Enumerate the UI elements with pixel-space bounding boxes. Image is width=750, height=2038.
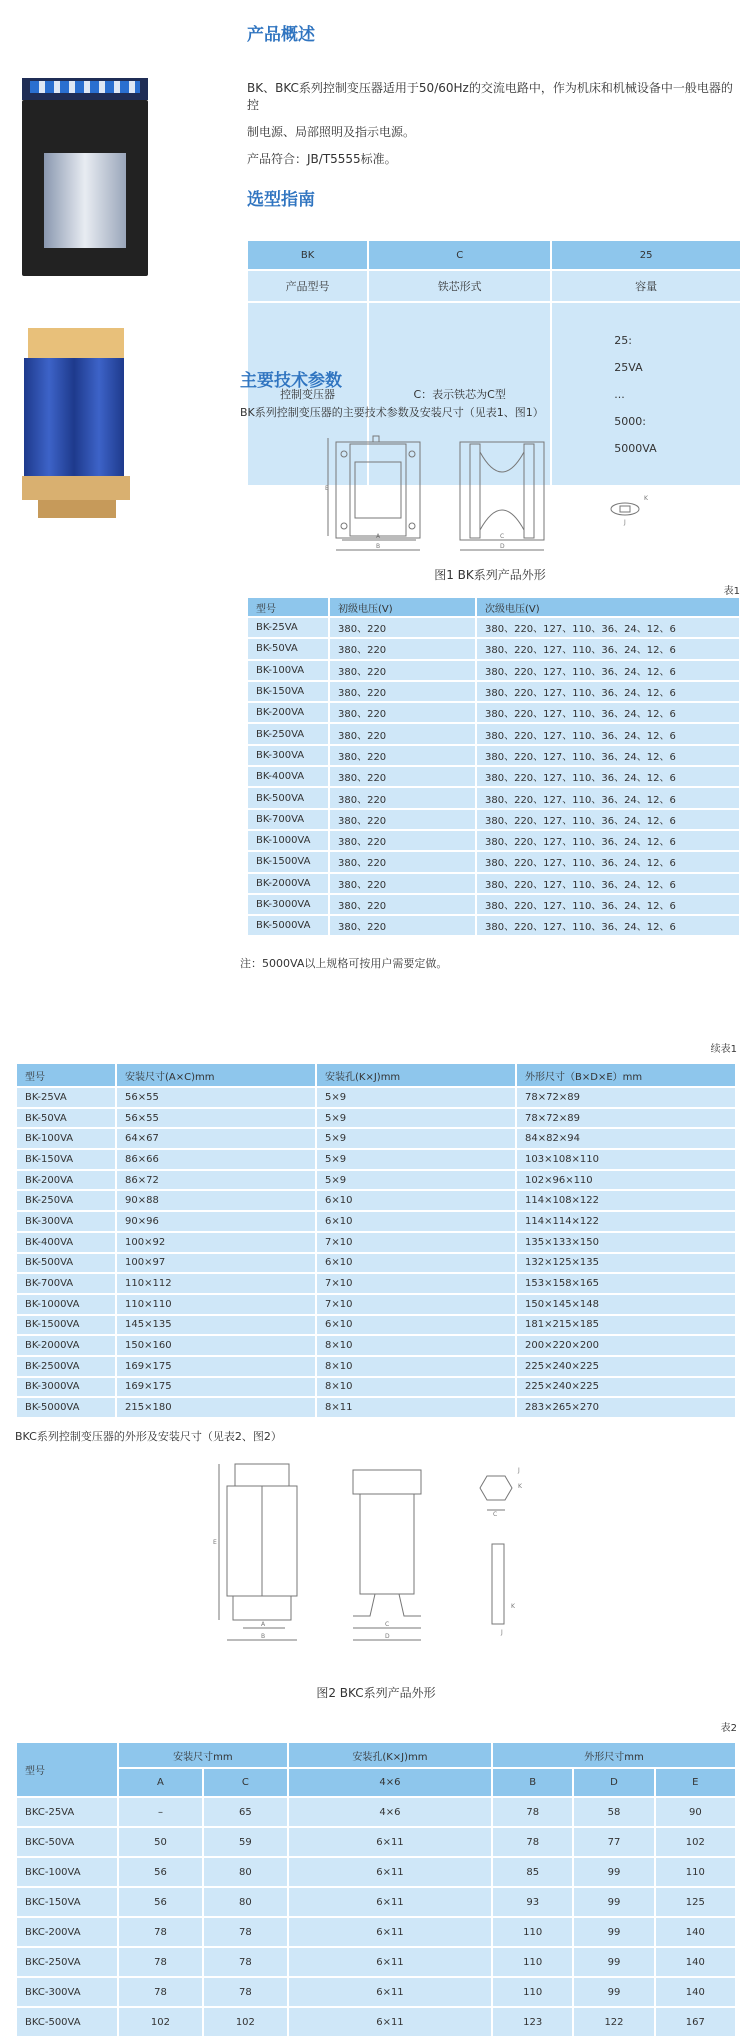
table-cell: BK-1500VA — [247, 851, 329, 872]
table-cell: BK-25VA — [16, 1087, 116, 1108]
table-cell: 114×108×122 — [516, 1190, 736, 1211]
table-cell: 102×96×110 — [516, 1170, 736, 1191]
table-cell: 58 — [573, 1797, 654, 1827]
table-row — [16, 1377, 736, 1398]
table-cell: 6×11 — [288, 1947, 492, 1977]
table-cell: BK-300VA — [16, 1211, 116, 1232]
table-cell: BK-300VA — [247, 745, 329, 766]
table-cell: 110 — [492, 1977, 573, 2007]
table-cell: 6×10 — [316, 1211, 516, 1232]
table-row — [16, 1087, 736, 1108]
table-cell: 78 — [492, 1827, 573, 1857]
table-cell: 8×10 — [316, 1356, 516, 1377]
table-row — [16, 1947, 736, 1977]
table-cell: 380、220 — [329, 745, 476, 766]
cell: 铁芯形式 — [368, 270, 551, 302]
table-cell: 200×220×200 — [516, 1335, 736, 1356]
table-cell: 6×11 — [288, 1977, 492, 2007]
table-cell: 150×160 — [116, 1335, 316, 1356]
table-cell: 99 — [573, 1977, 654, 2007]
table-cell: 169×175 — [116, 1377, 316, 1398]
table-cell: 225×240×225 — [516, 1356, 736, 1377]
table-cell: 80 — [203, 1887, 288, 1917]
table-cell: 110×112 — [116, 1273, 316, 1294]
table-row — [247, 617, 740, 638]
table-cell: 380、220、127、110、36、24、12、6 — [476, 766, 740, 787]
table-cell: 5×9 — [316, 1170, 516, 1191]
table-row — [16, 1887, 736, 1917]
table-cell: 380、220 — [329, 617, 476, 638]
product-photo-bk — [22, 78, 148, 276]
product-photo-bkc — [20, 328, 132, 518]
fig1-label-j: J — [624, 519, 626, 526]
table-1-note: 注：5000VA以上规格可按用户需要定做。 — [240, 957, 448, 970]
table-cell: 4×6 — [288, 1797, 492, 1827]
table-cell: 56×55 — [116, 1108, 316, 1129]
column-subheader: A — [118, 1768, 203, 1797]
table-cell: 380、220 — [329, 787, 476, 808]
table-cell: 78 — [203, 1917, 288, 1947]
cell: 产品型号 — [247, 270, 368, 302]
bkc-subtitle: BKC系列控制变压器的外形及安装尺寸（见表2、图2） — [15, 1430, 282, 1443]
table-cell: 6×10 — [316, 1190, 516, 1211]
table-row — [16, 1797, 736, 1827]
table-cell: BK-250VA — [247, 723, 329, 744]
table-cell: BK-5000VA — [16, 1397, 116, 1418]
column-header: 型号 — [247, 597, 329, 617]
table-cell: 110×110 — [116, 1294, 316, 1315]
table-cell: 225×240×225 — [516, 1377, 736, 1398]
table-1 — [246, 596, 741, 937]
figure-1-caption: 图1 BK系列产品外形 — [434, 568, 546, 582]
cell: C — [368, 240, 551, 270]
table-cell: 56 — [118, 1887, 203, 1917]
table-cell: 380、220、127、110、36、24、12、6 — [476, 830, 740, 851]
table-cell: 93 — [492, 1887, 573, 1917]
table-cell: 145×135 — [116, 1315, 316, 1336]
fig2-label-a: A — [261, 1621, 266, 1628]
table-cell: BK-100VA — [247, 660, 329, 681]
table-cell: 103×108×110 — [516, 1149, 736, 1170]
table-cell: 102 — [655, 1827, 736, 1857]
table-cell: 7×10 — [316, 1294, 516, 1315]
table-cell: 169×175 — [116, 1356, 316, 1377]
table-cell: 380、220 — [329, 873, 476, 894]
table-cell: 100×97 — [116, 1253, 316, 1274]
capacity-line: 25: — [614, 333, 632, 347]
table-cell: 132×125×135 — [516, 1253, 736, 1274]
table-cell: 6×10 — [316, 1253, 516, 1274]
table-row — [247, 809, 740, 830]
table-cell: 99 — [573, 1887, 654, 1917]
table-cell: BK-250VA — [16, 1190, 116, 1211]
table-cell: 102 — [118, 2007, 203, 2037]
table-row — [247, 681, 740, 702]
table-cell: BK-3000VA — [247, 894, 329, 915]
column-header: 型号 — [16, 1063, 116, 1087]
figure-2-caption: 图2 BKC系列产品外形 — [316, 1686, 436, 1700]
table-cell: 215×180 — [116, 1397, 316, 1418]
table-cell: BK-200VA — [247, 702, 329, 723]
table-cell: 86×66 — [116, 1149, 316, 1170]
cell: 控制变压器 — [247, 302, 368, 486]
table-cell: 380、220、127、110、36、24、12、6 — [476, 915, 740, 936]
table-cell: 6×11 — [288, 1827, 492, 1857]
fig2-label-b: B — [261, 1633, 266, 1640]
table-cell: BK-100VA — [16, 1128, 116, 1149]
table-cell: 6×11 — [288, 1887, 492, 1917]
table-cell: 380、220 — [329, 809, 476, 830]
table-row — [16, 1190, 736, 1211]
table-cell: 5×9 — [316, 1108, 516, 1129]
figure-1-drawing — [320, 432, 680, 554]
overview-line: BK、BKC系列控制变压器适用于50/60Hz的交流电路中，作为机床和机械设备中一般电器的控 — [247, 81, 733, 112]
table-row — [247, 787, 740, 808]
fig2-label-k: K — [518, 1483, 522, 1490]
overview-line: 制电源、局部照明及指示电源。 — [247, 125, 416, 139]
table-cell: 380、220 — [329, 851, 476, 872]
table-cell: BK-2500VA — [16, 1356, 116, 1377]
table-row — [247, 702, 740, 723]
table-row — [16, 1857, 736, 1887]
table-cell: 140 — [655, 1977, 736, 2007]
table-cell: 78×72×89 — [516, 1108, 736, 1129]
fig2-label-d: D — [385, 1633, 390, 1640]
table-cell: BK-2000VA — [247, 873, 329, 894]
capacity-line: ... — [614, 387, 625, 401]
fig2-label-j2: J — [501, 1629, 503, 1636]
column-subheader: E — [655, 1768, 736, 1797]
table-row — [16, 1315, 736, 1336]
table-cell: 77 — [573, 1827, 654, 1857]
table-1-cont-tag: 续表1 — [710, 1044, 737, 1055]
table-cell: 85 — [492, 1857, 573, 1887]
table-cell: BK-700VA — [247, 809, 329, 830]
table-cell: BKC-25VA — [16, 1797, 118, 1827]
header-row — [16, 1063, 736, 1087]
table-cell: 6×11 — [288, 1857, 492, 1887]
overview-text — [247, 80, 742, 168]
table-row — [247, 723, 740, 744]
table-cell: 380、220、127、110、36、24、12、6 — [476, 617, 740, 638]
cell: 25 — [551, 240, 741, 270]
column-subheader: 4×6 — [288, 1768, 492, 1797]
table-row — [16, 1170, 736, 1191]
table-cell: BKC-200VA — [16, 1917, 118, 1947]
table-cell: 380、220 — [329, 894, 476, 915]
table-cell: 90×88 — [116, 1190, 316, 1211]
table-row — [16, 1977, 736, 2007]
table-row — [16, 1917, 736, 1947]
table-cell: 380、220、127、110、36、24、12、6 — [476, 702, 740, 723]
table-cell: 8×10 — [316, 1335, 516, 1356]
table-cell: 5×9 — [316, 1128, 516, 1149]
table-cell: BKC-100VA — [16, 1857, 118, 1887]
table-cell: BK-50VA — [247, 638, 329, 659]
table-cell: 80 — [203, 1857, 288, 1887]
column-header: 安装尺寸(A×C)mm — [116, 1063, 316, 1087]
table-cell: 380、220、127、110、36、24、12、6 — [476, 873, 740, 894]
table-1-tag: 表1 — [723, 586, 740, 597]
table-cell: BKC-250VA — [16, 1947, 118, 1977]
table-row — [247, 873, 740, 894]
table-row — [16, 1294, 736, 1315]
table-cell: BK-3000VA — [16, 1377, 116, 1398]
table-cell: 380、220 — [329, 766, 476, 787]
table-cell: 90 — [655, 1797, 736, 1827]
table-2-tag: 表2 — [720, 1723, 737, 1734]
table-cell: – — [118, 1797, 203, 1827]
column-header: 次级电压(V) — [476, 597, 740, 617]
table-cell: 8×11 — [316, 1397, 516, 1418]
table-2 — [15, 1741, 737, 2038]
fig1-label-c: C — [500, 533, 505, 540]
table-cell: BK-200VA — [16, 1170, 116, 1191]
table-cell: 99 — [573, 1917, 654, 1947]
table-cell: 110 — [492, 1917, 573, 1947]
table-cell: 380、220 — [329, 830, 476, 851]
fig2-label-e: E — [213, 1539, 217, 1546]
table-cell: 84×82×94 — [516, 1128, 736, 1149]
table-cell: 181×215×185 — [516, 1315, 736, 1336]
table-cell: BK-500VA — [16, 1253, 116, 1274]
table-cell: BKC-500VA — [16, 2007, 118, 2037]
selection-title: 选型指南 — [247, 190, 315, 210]
table-cell: 380、220、127、110、36、24、12、6 — [476, 723, 740, 744]
capacity-line: 5000: — [614, 414, 646, 428]
table-cell: BK-400VA — [247, 766, 329, 787]
table-cell: 380、220、127、110、36、24、12、6 — [476, 745, 740, 766]
figure-2-drawing — [205, 1458, 545, 1640]
table-cell: 6×11 — [288, 2007, 492, 2037]
column-header: 外形尺寸（B×D×E）mm — [516, 1063, 736, 1087]
table-cell: 99 — [573, 1857, 654, 1887]
table-cell: BK-1000VA — [247, 830, 329, 851]
table-row — [247, 660, 740, 681]
table-cell: 114×114×122 — [516, 1211, 736, 1232]
table-cell: 78 — [492, 1797, 573, 1827]
table-cell: 8×10 — [316, 1377, 516, 1398]
table-cell: BKC-150VA — [16, 1887, 118, 1917]
tech-subtitle: BK系列控制变压器的主要技术参数及安装尺寸（见表1、图1） — [240, 406, 544, 419]
table-cell: 380、220、127、110、36、24、12、6 — [476, 681, 740, 702]
table-cell: 150×145×148 — [516, 1294, 736, 1315]
table-row — [16, 1335, 736, 1356]
table-cell: 59 — [203, 1827, 288, 1857]
column-header: 外形尺寸mm — [492, 1742, 736, 1768]
column-subheader: C — [203, 1768, 288, 1797]
table-cell: 110 — [655, 1857, 736, 1887]
table-cell: 7×10 — [316, 1273, 516, 1294]
tech-title: 主要技术参数 — [240, 371, 342, 391]
table-cell: 122 — [573, 2007, 654, 2037]
column-subheader: B — [492, 1768, 573, 1797]
table-cell: 153×158×165 — [516, 1273, 736, 1294]
table-row — [16, 1827, 736, 1857]
overview-line: 产品符合：JB/T5555标准。 — [247, 152, 397, 166]
cell: C：表示铁芯为C型 — [368, 302, 551, 486]
table-cell: 123 — [492, 2007, 573, 2037]
table-row — [16, 1211, 736, 1232]
table-cell: 380、220、127、110、36、24、12、6 — [476, 894, 740, 915]
table-cell: 7×10 — [316, 1232, 516, 1253]
table-cell: BK-400VA — [16, 1232, 116, 1253]
table-row — [16, 1397, 736, 1418]
table-cell: 78 — [118, 1977, 203, 2007]
table-row — [16, 1273, 736, 1294]
table-cell: 380、220、127、110、36、24、12、6 — [476, 638, 740, 659]
header-row — [16, 1742, 736, 1768]
fig2-label-k2: K — [511, 1603, 515, 1610]
table-cell: BK-700VA — [16, 1273, 116, 1294]
column-header: 安装孔(K×J)mm — [316, 1063, 516, 1087]
header-row — [247, 597, 740, 617]
fig2-label-c2: C — [493, 1511, 498, 1518]
table-cell: 283×265×270 — [516, 1397, 736, 1418]
table-cell: 102 — [203, 2007, 288, 2037]
table-row — [16, 1356, 736, 1377]
table-cell: BK-25VA — [247, 617, 329, 638]
table-cell: 380、220 — [329, 681, 476, 702]
table-cell: BK-150VA — [16, 1149, 116, 1170]
table-cell: 86×72 — [116, 1170, 316, 1191]
fig2-label-j: J — [518, 1467, 520, 1474]
table-cell: 65 — [203, 1797, 288, 1827]
table-cell: 100×92 — [116, 1232, 316, 1253]
table-cell: 5×9 — [316, 1087, 516, 1108]
table-cell: 167 — [655, 2007, 736, 2037]
table-row — [16, 1108, 736, 1129]
table-cell: 135×133×150 — [516, 1232, 736, 1253]
table-cell: 110 — [492, 1947, 573, 1977]
table-cell: 78 — [203, 1977, 288, 2007]
table-row — [16, 2007, 736, 2037]
column-header: 型号 — [16, 1742, 118, 1797]
table-cell: 380、220、127、110、36、24、12、6 — [476, 809, 740, 830]
table-row — [247, 766, 740, 787]
table-row — [247, 638, 740, 659]
table-cell: 380、220、127、110、36、24、12、6 — [476, 851, 740, 872]
table-cell: 380、220、127、110、36、24、12、6 — [476, 660, 740, 681]
table-cell: 99 — [573, 1947, 654, 1977]
table-row — [16, 1149, 736, 1170]
table-cell: BK-1500VA — [16, 1315, 116, 1336]
table-1-continued — [15, 1062, 737, 1419]
table-cell: 140 — [655, 1917, 736, 1947]
fig2-label-c: C — [385, 1621, 390, 1628]
table-row — [16, 1128, 736, 1149]
overview-title: 产品概述 — [247, 25, 315, 45]
table-cell: 50 — [118, 1827, 203, 1857]
table-cell: 380、220 — [329, 660, 476, 681]
capacity-line: 5000VA — [614, 441, 657, 455]
table-row — [247, 830, 740, 851]
cell: 容量 — [551, 270, 741, 302]
column-subheader: D — [573, 1768, 654, 1797]
table-cell: 78×72×89 — [516, 1087, 736, 1108]
table-cell: 56 — [118, 1857, 203, 1887]
table-cell: 140 — [655, 1947, 736, 1977]
table-row — [16, 1253, 736, 1274]
column-header: 安装尺寸mm — [118, 1742, 288, 1768]
table-cell: 64×67 — [116, 1128, 316, 1149]
header-row — [16, 1768, 736, 1797]
fig1-label-a: A — [376, 533, 381, 540]
table-cell: BKC-50VA — [16, 1827, 118, 1857]
table-cell: 78 — [203, 1947, 288, 1977]
table-cell: 78 — [118, 1917, 203, 1947]
capacity-line: 25VA — [614, 360, 643, 374]
column-header: 安装孔(K×J)mm — [288, 1742, 492, 1768]
fig1-label-k: K — [644, 495, 648, 502]
fig1-label-d: D — [500, 543, 505, 550]
table-cell: 125 — [655, 1887, 736, 1917]
table-cell: 90×96 — [116, 1211, 316, 1232]
table-cell: BK-500VA — [247, 787, 329, 808]
fig1-label-b: B — [376, 543, 381, 550]
table-cell: 6×11 — [288, 1917, 492, 1947]
cell: BK — [247, 240, 368, 270]
table-cell: BK-1000VA — [16, 1294, 116, 1315]
table-cell: 56×55 — [116, 1087, 316, 1108]
table-row — [16, 1232, 736, 1253]
table-cell: 380、220 — [329, 915, 476, 936]
table-cell: 380、220、127、110、36、24、12、6 — [476, 787, 740, 808]
table-row — [247, 851, 740, 872]
table-cell: BK-50VA — [16, 1108, 116, 1129]
table-row — [247, 915, 740, 936]
table-cell: BK-2000VA — [16, 1335, 116, 1356]
column-header: 初级电压(V) — [329, 597, 476, 617]
table-cell: 6×10 — [316, 1315, 516, 1336]
table-cell: 380、220 — [329, 723, 476, 744]
fig1-label-e: E — [325, 485, 329, 492]
table-cell: 380、220 — [329, 638, 476, 659]
table-cell: BKC-300VA — [16, 1977, 118, 2007]
table-row — [247, 745, 740, 766]
table-cell: 5×9 — [316, 1149, 516, 1170]
table-cell: 78 — [118, 1947, 203, 1977]
table-cell: 380、220 — [329, 702, 476, 723]
table-cell: BK-150VA — [247, 681, 329, 702]
table-row — [247, 894, 740, 915]
table-cell: BK-5000VA — [247, 915, 329, 936]
